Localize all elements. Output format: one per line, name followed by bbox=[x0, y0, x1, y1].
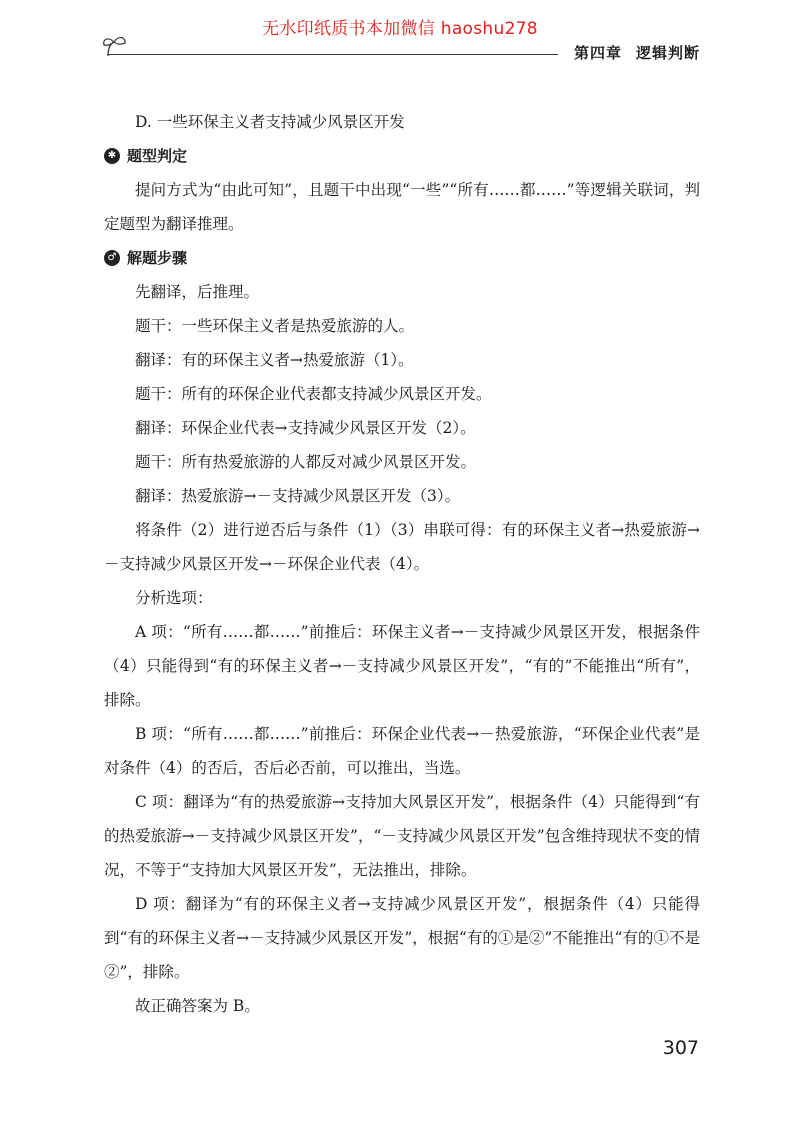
paragraph: C 项：翻译为“有的热爱旅游→支持加大风景区开发”，根据条件（4）只能得到“有的热爱旅游→－支持减少风景区开发”，“－支持减少风景区开发”包含维持现状不变的情况，不等于“支持加大风景区开发”，无法推出，排除。 bbox=[104, 793, 700, 879]
sprout-icon bbox=[100, 34, 130, 62]
option-d-line: D. 一些环保主义者支持减少风景区开发 bbox=[135, 113, 405, 131]
paragraph: 翻译：环保企业代表→支持减少风景区开发（2）。 bbox=[135, 419, 476, 437]
paragraph: 分析选项： bbox=[135, 589, 213, 607]
paragraph: 故正确答案为 B。 bbox=[135, 997, 260, 1015]
paragraph: 提问方式为“由此可知”，且题干中出现“一些”“所有……都……”等逻辑关联词，判定题型为翻译推理。 bbox=[104, 181, 700, 233]
page-content bbox=[104, 105, 700, 1023]
paragraph: 题干：一些环保主义者是热爱旅游的人。 bbox=[135, 317, 415, 335]
paragraph: 翻译：有的环保主义者→热爱旅游（1）。 bbox=[135, 351, 414, 369]
paragraph: D 项：翻译为“有的环保主义者→支持减少风景区开发”，根据条件（4）只能得到“有的环保主义者→－支持减少风景区开发”，根据“有的①是②”不能推出“有的①不是②”，排除。 bbox=[104, 895, 700, 981]
chapter-number: 第四章 bbox=[573, 44, 622, 62]
section-heading-solution-steps bbox=[104, 241, 700, 275]
paragraph: B 项：“所有……都……”前推后：环保企业代表→－热爱旅游，“环保企业代表”是对条件（4）的否后，否后必否前，可以推出，当选。 bbox=[104, 725, 700, 777]
section-heading-question-type bbox=[104, 139, 700, 173]
paragraph: 题干：所有热爱旅游的人都反对减少风景区开发。 bbox=[135, 453, 477, 471]
paragraph: A 项：“所有……都……”前推后：环保主义者→－支持减少风景区开发，根据条件（4）只能得到“有的环保主义者→－支持减少风景区开发”，“有的”不能推出“所有”，排除。 bbox=[104, 623, 700, 709]
male-symbol-badge-icon: ♂ bbox=[104, 250, 120, 266]
paragraph: 题干：所有的环保企业代表都支持减少风景区开发。 bbox=[135, 385, 492, 403]
paragraph: 先翻译，后推理。 bbox=[135, 283, 260, 301]
paragraph: 翻译：热爱旅游→－支持减少风景区开发（3）。 bbox=[135, 487, 461, 505]
section-title: 题型判定 bbox=[127, 147, 188, 165]
paragraph: 将条件（2）进行逆否后与条件（1）（3）串联可得：有的环保主义者→热爱旅游→－支持减少风景区开发→－环保企业代表（4）。 bbox=[104, 521, 700, 573]
page-number: 307 bbox=[662, 1037, 699, 1059]
gear-badge-icon: ✱ bbox=[104, 148, 120, 164]
chapter-subject: 逻辑判断 bbox=[635, 44, 700, 62]
running-header bbox=[100, 40, 700, 64]
watermark-text: 无水印纸质书本加微信 haoshu278 bbox=[262, 19, 538, 39]
section-title: 解题步骤 bbox=[127, 249, 188, 267]
chapter-title bbox=[560, 42, 700, 63]
header-rule bbox=[108, 54, 558, 55]
